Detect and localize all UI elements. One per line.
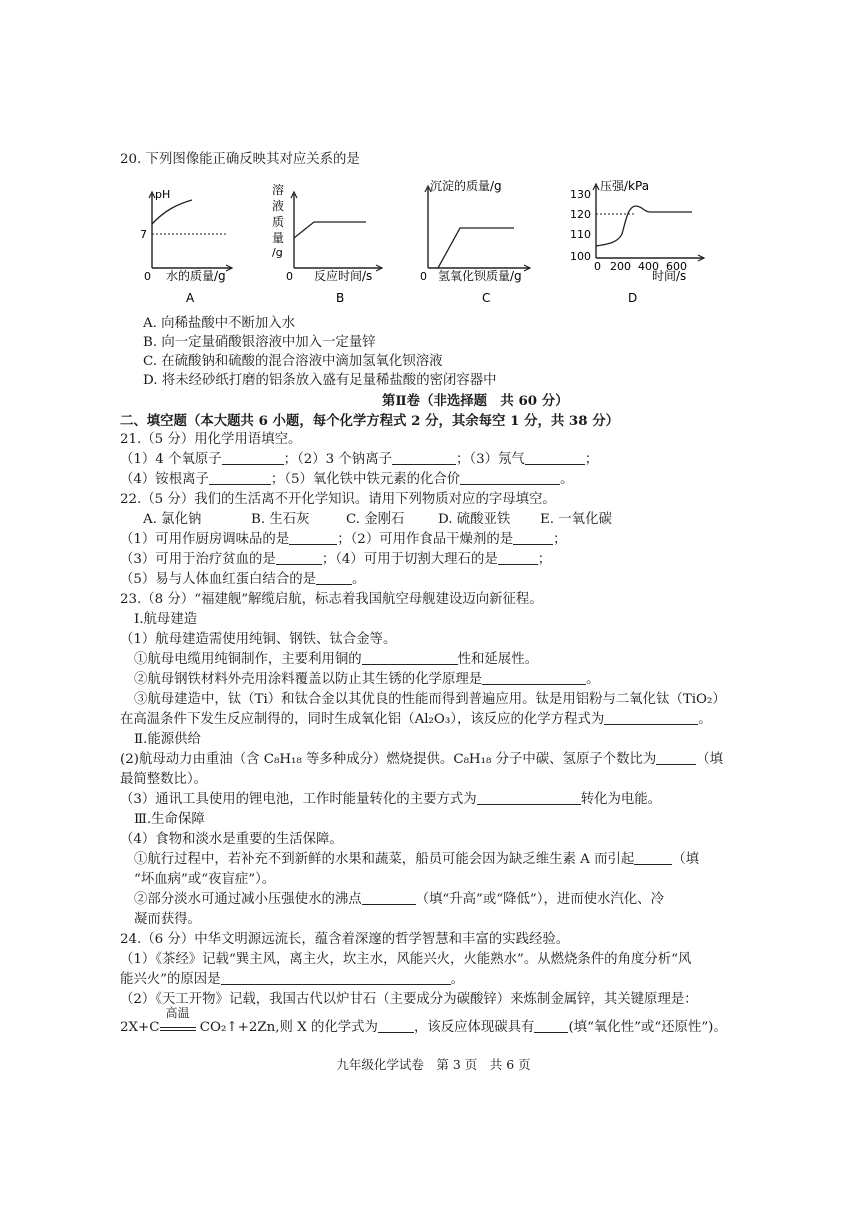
- q23-p2-l1-post: （填: [696, 752, 724, 767]
- q23-p4a-post: （填: [672, 852, 700, 867]
- q21-p3-end: ；: [584, 452, 599, 467]
- q22-p2: ；（2）可用作食品干燥剂的是: [337, 532, 514, 547]
- q22-line3: [120, 570, 365, 590]
- q22-p2-end: ；: [553, 532, 567, 547]
- chart-a-ylabel: pH: [155, 188, 171, 201]
- q23-p4b-line2: 凝而获得。: [134, 912, 201, 927]
- chart-d: [570, 176, 720, 311]
- q23-p1: （1）航母建造需使用纯铜、钢铁、钛合金等。: [120, 632, 397, 647]
- chart-c-ylabel: 沉淀的质量/g: [430, 179, 502, 193]
- chart-d-ytick-110: 110: [570, 228, 591, 241]
- q22-p5: （5）易与人体血红蛋白结合的是: [120, 572, 316, 587]
- q24-eq-condition: [160, 1006, 196, 1031]
- chart-d-xtick-400: 400: [638, 260, 659, 273]
- q21-answer-3[interactable]: [525, 450, 585, 465]
- q23-p4b-pre: ②部分淡水可通过减小压强使水的沸点: [134, 892, 362, 907]
- chart-b-ylabel-1: 溶: [272, 183, 285, 197]
- q22-answer-3[interactable]: [276, 550, 322, 565]
- q22-choice-b: B. 生石灰: [251, 512, 310, 527]
- q21-p3: ；（3）氖气: [455, 452, 525, 467]
- q21-p2: ；（2）3 个钠离子: [283, 452, 392, 467]
- q23-p1c-l2-post: 。: [698, 712, 712, 727]
- q23-p1a-post: 性和延展性。: [457, 652, 538, 667]
- q23-p3-pre: （3）通讯工具使用的锂电池，工作时能量转化的主要方式为: [120, 792, 477, 807]
- q24-p2-mid: 则 X 的化学式为: [279, 1020, 378, 1035]
- q23-stem: 23.（8 分）“福建舰”解缆启航，标志着我国航空母舰建设迈向新征程。: [120, 592, 543, 607]
- q22-answer-1[interactable]: [289, 530, 337, 545]
- chart-d-ytick-120: 120: [570, 208, 591, 221]
- chart-c-origin: 0: [420, 270, 427, 283]
- q24-eq-cond-text: 高温: [165, 1006, 190, 1020]
- section2-heading: 二、填空题（本大题共 6 小题，每个化学方程式 2 分，其余每空 1 分，共 38 分）: [120, 413, 619, 429]
- q24-answer-1[interactable]: [221, 970, 451, 985]
- q23-heading-2: Ⅱ.能源供给: [134, 732, 201, 747]
- q22-choice-e: E. 一氧化碳: [540, 512, 612, 527]
- q24-p1-l2-post: 。: [450, 972, 464, 987]
- q23-heading-1: Ⅰ.航母建造: [134, 612, 198, 627]
- q22-answer-5[interactable]: [316, 570, 352, 585]
- q22-line1: [120, 530, 567, 550]
- q24-p2-line2: [120, 1006, 727, 1038]
- q20-option-c: C. 在硫酸钠和硫酸的混合溶液中滴加氢氧化钡溶液: [143, 354, 443, 369]
- chart-b-xlabel: 反应时间/s: [314, 269, 373, 283]
- chart-a-xlabel: 水的质量/g: [166, 269, 226, 283]
- q24-p2-end: (填“氧化性”或“还原性”)。: [568, 1020, 727, 1035]
- q21-p5: ；（5）氧化铁中铁元素的化合价: [270, 472, 461, 487]
- chart-d-ytick-100: 100: [570, 250, 591, 263]
- chart-c-xlabel: 氢氧化钡质量/g: [438, 269, 522, 283]
- q23-answer-5[interactable]: [477, 790, 581, 805]
- q23-p2-l1-pre: (2)航母动力由重油（含 C₈H₁₈ 等多种成分）燃烧提供。C₈H₁₈ 分子中碳、氢原子个数比为: [120, 752, 657, 767]
- q23-p2-line1: [120, 750, 723, 770]
- chart-d-xlabel: 时间/s: [652, 269, 687, 283]
- q24-eq-left: 2X+C: [120, 1020, 160, 1035]
- q24-eq-right: CO₂↑+2Zn,: [199, 1020, 280, 1035]
- q23-p1a: [134, 650, 538, 670]
- q23-answer-3[interactable]: [604, 710, 698, 725]
- chart-b-ylabel-3: 质: [272, 215, 285, 229]
- q23-p1b-post: 。: [586, 672, 600, 687]
- q24-p2-line1: （2）《天工开物》记载，我国古代以炉甘石（主要成分为碳酸锌）来炼制金属锌，其关键原理是：: [120, 992, 698, 1007]
- q20-option-a: A. 向稀盐酸中不断加入水: [143, 316, 296, 331]
- q20-charts: [130, 176, 730, 311]
- q24-p2-mid2: ，该反应体现碳具有: [413, 1020, 535, 1035]
- q23-p4a-pre: ①航行过程中，若补充不到新鲜的水果和蔬菜，船员可能会因为缺乏维生素 A 而引起: [134, 852, 635, 867]
- q22-answer-2[interactable]: [513, 530, 553, 545]
- section2-title: 第Ⅱ卷（非选择题 共 60 分）: [382, 393, 569, 409]
- q23-heading-3: Ⅲ.生命保障: [134, 812, 205, 827]
- q24-answer-3[interactable]: [534, 1018, 568, 1033]
- q24-eq-sign: [160, 1027, 196, 1031]
- q21-stem: 21.（5 分）用化学用语填空。: [120, 432, 302, 447]
- q23-answer-7[interactable]: [362, 890, 416, 905]
- chart-d-ytick-130: 130: [570, 188, 591, 201]
- q21-answer-2[interactable]: [392, 450, 456, 465]
- q23-answer-1[interactable]: [362, 650, 458, 665]
- q21-line1: [120, 450, 598, 470]
- q22-p1: （1）可用作厨房调味品的是: [120, 532, 290, 547]
- chart-b-ylabel-4: 量: [272, 231, 285, 245]
- q24-stem: 24.（6 分）中华文明源远流长，蕴含着深邃的哲学智慧和丰富的实践经验。: [120, 932, 570, 947]
- q23-p1b-pre: ②航母钢铁材料外壳用涂料覆盖以防止其生锈的化学原理是: [134, 672, 483, 687]
- q23-p3: [120, 790, 661, 810]
- page-footer: 九年级化学试卷 第 3 页 共 6 页: [336, 1057, 531, 1072]
- q22-answer-4[interactable]: [498, 550, 538, 565]
- q22-choice-d: D. 硫酸亚铁: [438, 512, 511, 527]
- q23-p3-post: 转化为电能。: [580, 792, 662, 807]
- q23-p4b-line1: [134, 890, 664, 910]
- q23-answer-2[interactable]: [482, 670, 586, 685]
- q22-p4: ；（4）可用于切割大理石的是: [321, 552, 498, 567]
- q22-choice-c: C. 金刚石: [346, 512, 405, 527]
- q23-p4a-line2: “坏血病”或“夜盲症”）。: [134, 872, 276, 887]
- chart-c-letter: C: [482, 291, 491, 305]
- chart-a-origin: 0: [144, 270, 151, 283]
- q23-answer-4[interactable]: [656, 750, 696, 765]
- q23-p4b-post: （填“升高”或“降低”），进而使水汽化、冷: [415, 892, 664, 907]
- q21-answer-5[interactable]: [460, 470, 560, 485]
- q22-stem: 22.（5 分）我们的生活离不开化学知识。请用下列物质对应的字母填空。: [120, 492, 556, 507]
- q23-p1b: [134, 670, 600, 690]
- q21-line2: [120, 470, 574, 490]
- chart-d-ylabel: 压强/kPa: [600, 179, 650, 193]
- chart-d-xtick-0: 0: [594, 260, 601, 273]
- q22-p3: （3）可用于治疗贫血的是: [120, 552, 276, 567]
- q23-p1c-line1: ③航母建造中，钛（Ti）和钛合金以其优良的性能而得到普遍应用。钛是用铝粉与二氧化钛（TiO₂）: [134, 692, 726, 707]
- q23-p4: （4）食物和淡水是重要的生活保障。: [120, 832, 343, 847]
- q21-answer-4[interactable]: [209, 470, 271, 485]
- q22-p4-end: ；: [537, 552, 552, 567]
- q23-p1a-pre: ①航母电缆用纯铜制作，主要利用铜的: [134, 652, 362, 667]
- q21-p4: （4）铵根离子: [120, 472, 209, 487]
- chart-a-ytick: 7: [140, 228, 147, 241]
- chart-d-letter: D: [628, 291, 638, 305]
- q20-option-b: B. 向一定量硝酸银溶液中加入一定量锌: [143, 335, 376, 350]
- q21-answer-1[interactable]: [222, 450, 284, 465]
- q23-p2-line2: 最简整数比）。: [120, 772, 208, 787]
- q21-p1: （1）4 个氧原子: [120, 452, 222, 467]
- q24-p1-l2-pre: 能兴火”的原因是: [120, 972, 221, 987]
- q21-p5-end: 。: [560, 472, 574, 487]
- q22-p5-end: 。: [352, 572, 366, 587]
- q20-option-d: D. 将未经砂纸打磨的铝条放入盛有足量稀盐酸的密闭容器中: [143, 373, 497, 388]
- q22-choice-a: A. 氯化钠: [143, 512, 202, 527]
- q20-stem: 20. 下列图像能正确反映其对应关系的是: [120, 152, 360, 167]
- q22-line2: [120, 550, 551, 570]
- chart-a-letter: A: [186, 291, 195, 305]
- chart-b: [270, 176, 400, 311]
- chart-a: [130, 176, 260, 311]
- chart-d-xtick-200: 200: [610, 260, 631, 273]
- chart-c: [418, 176, 558, 311]
- q23-answer-6[interactable]: [634, 850, 672, 865]
- chart-d-xtick-600: 600: [666, 260, 687, 273]
- q24-p1-line2: [120, 970, 464, 990]
- chart-b-letter: B: [336, 291, 345, 305]
- chart-b-origin: 0: [286, 270, 293, 283]
- chart-b-ylabel-2: 液: [272, 199, 285, 213]
- q24-answer-2[interactable]: [378, 1018, 414, 1033]
- q23-p4a-line1: [134, 850, 699, 870]
- q24-p1-line1: （1）《茶经》记载“巽主风，离主火，坎主水，风能兴火，火能熟水”。从燃烧条件的角度分析“风: [120, 952, 692, 967]
- chart-b-ylabel-5: /g: [272, 246, 283, 259]
- q23-p1c-line2: [120, 710, 712, 730]
- q23-p1c-l2-pre: 在高温条件下发生反应制得的，同时生成氧化铝（Al₂O₃），该反应的化学方程式为: [120, 712, 605, 727]
